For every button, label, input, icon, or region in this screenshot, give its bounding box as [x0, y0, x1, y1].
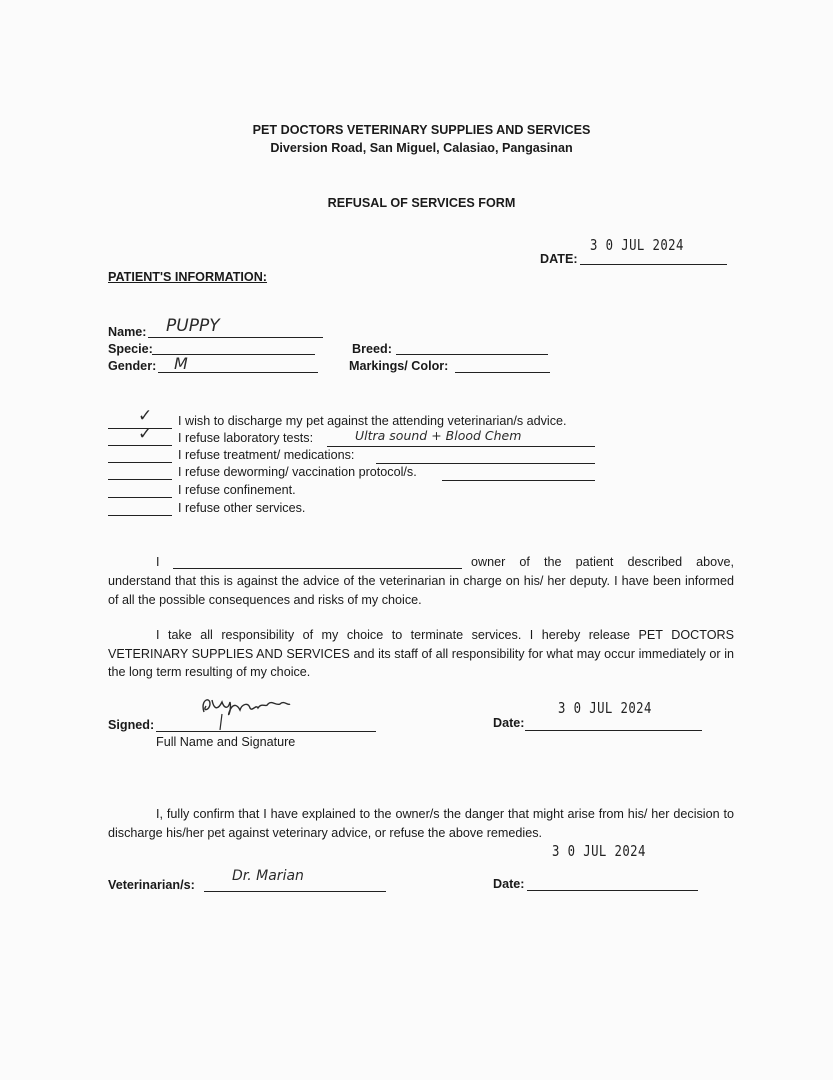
form-title: REFUSAL OF SERVICES FORM — [327, 196, 516, 210]
gender-label: Gender: — [108, 359, 157, 373]
vet-date-line — [527, 890, 698, 891]
date-stamp: 3 0 JUL 2024 — [590, 236, 684, 254]
option-discharge: I wish to discharge my pet against the attending veterinarian/s advice. — [178, 414, 567, 428]
check-mark: ✓ — [138, 424, 153, 444]
signature-date-line — [525, 730, 702, 731]
lab-tests-line — [327, 446, 595, 447]
name-line — [148, 337, 323, 338]
option-line — [108, 445, 172, 446]
vet-date-label: Date: — [493, 877, 525, 891]
name-label: Name: — [108, 325, 147, 339]
statement-text: understand that this is against the advice of the veterinarian in charge on his/ her deputy. I have been informed of all the possible consequences and risks of my choice. — [108, 574, 734, 607]
breed-label: Breed: — [352, 342, 392, 356]
treatment-line — [376, 463, 595, 464]
date-line — [580, 264, 727, 265]
responsibility-text: I take all responsibility of my choice to terminate services. I hereby release PET DOCTORS VETERINARY SUPPLIES AND SERVICES and its staff of all responsibility for what may occur immediately or in the long term resulting of my choice. — [108, 628, 734, 679]
check-mark: ✓ — [138, 406, 153, 426]
deworming-line — [442, 480, 595, 481]
signed-label: Signed: — [108, 718, 155, 732]
confirmation-text: I, fully confirm that I have explained to the owner/s the danger that might arise from his/ her decision to discharge his/her pet against veterinary advice, or refuse the above remedies. — [108, 807, 734, 840]
vet-line — [204, 891, 386, 892]
markings-label: Markings/ Color: — [349, 359, 449, 373]
owner-name-line — [173, 568, 462, 569]
vet-signature: Dr. Marian — [232, 868, 304, 884]
gender-value: M — [174, 354, 188, 373]
name-value: PUPPY — [166, 316, 220, 336]
signature-date-stamp: 3 0 JUL 2024 — [558, 699, 652, 717]
vet-date-stamp: 3 0 JUL 2024 — [552, 842, 646, 860]
markings-line — [455, 372, 550, 373]
signature-line — [156, 731, 376, 732]
breed-line — [396, 354, 548, 355]
company-name: PET DOCTORS VETERINARY SUPPLIES AND SERVICES — [252, 123, 591, 137]
vet-label: Veterinarian/s: — [108, 878, 195, 892]
signature-caption: Full Name and Signature — [156, 735, 296, 749]
option-treatment: I refuse treatment/ medications: — [178, 448, 355, 462]
company-address: Diversion Road, San Miguel, Calasiao, Pangasinan — [270, 141, 573, 155]
option-other: I refuse other services. — [178, 501, 306, 515]
statement-prefix: I — [156, 555, 160, 569]
option-line — [108, 515, 172, 516]
option-confinement: I refuse confinement. — [178, 483, 296, 497]
option-lab-tests: I refuse laboratory tests: — [178, 431, 314, 445]
statement-line1: owner of the patient described above, — [471, 555, 734, 569]
date-label: DATE: — [540, 252, 578, 266]
option-line — [108, 497, 172, 498]
owner-signature — [196, 690, 306, 730]
signature-date-label: Date: — [493, 716, 525, 730]
option-line — [108, 462, 172, 463]
specie-label: Specie: — [108, 342, 153, 356]
patient-section-title: PATIENT'S INFORMATION: — [108, 270, 268, 284]
lab-tests-value: Ultra sound + Blood Chem — [355, 428, 522, 443]
option-deworming: I refuse deworming/ vaccination protocol/s. — [178, 465, 417, 479]
option-line — [108, 479, 172, 480]
